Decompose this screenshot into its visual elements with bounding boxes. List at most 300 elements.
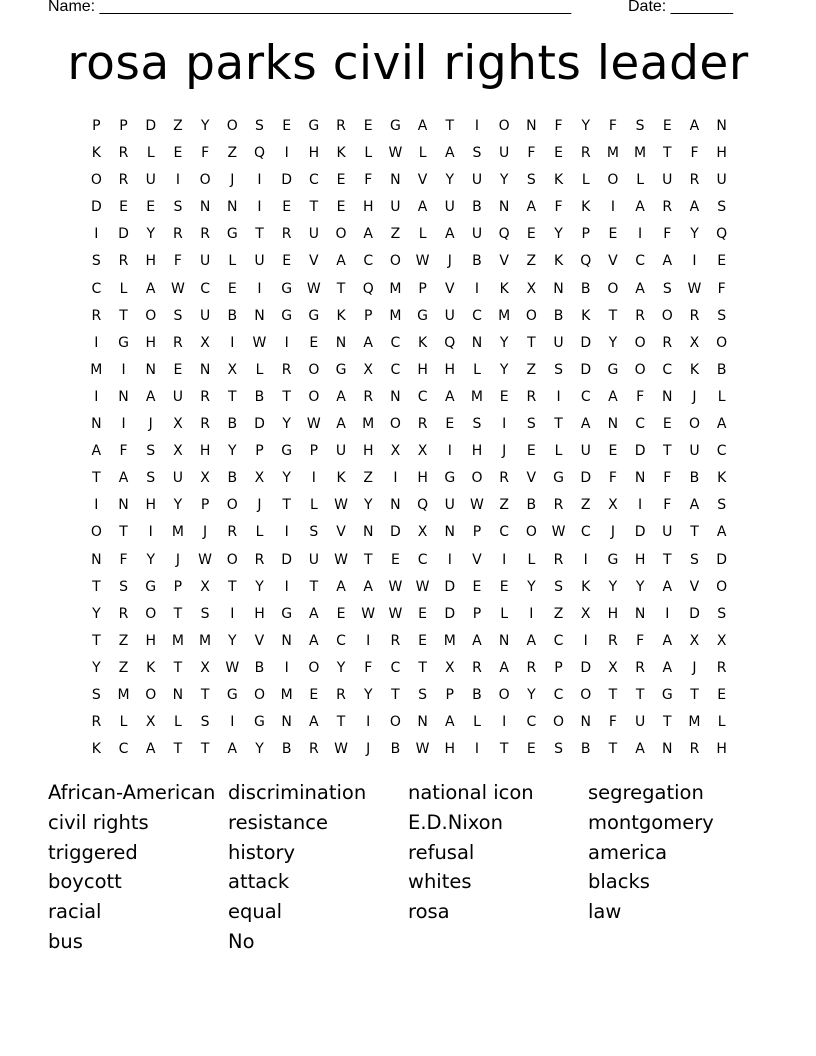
grid-letter: P	[255, 443, 265, 460]
grid-letter: W	[170, 280, 186, 297]
grid-letter: R	[336, 118, 347, 134]
grid-letter: S	[717, 497, 727, 514]
grid-letter: I	[474, 118, 480, 134]
grid-letter: C	[308, 172, 320, 189]
grid-letter: I	[257, 172, 263, 189]
grid-letter: B	[580, 741, 592, 758]
grid-letter: S	[554, 361, 564, 378]
grid-letter: V	[417, 172, 428, 189]
grid-letter: K	[581, 307, 591, 324]
grid-letter: L	[554, 443, 563, 460]
grid-letter: W	[388, 145, 403, 162]
grid-letter: F	[364, 172, 373, 189]
grid-letter: T	[200, 686, 210, 703]
grid-letter: R	[553, 551, 564, 568]
grid-letter: M	[280, 686, 294, 703]
grid-letter: R	[417, 416, 428, 433]
grid-letter: R	[499, 470, 510, 487]
grid-letter: T	[663, 145, 673, 162]
grid-letter: K	[499, 280, 510, 297]
grid-letter: O	[607, 172, 619, 189]
grid-letter: U	[634, 714, 646, 731]
grid-letter: N	[417, 714, 429, 731]
grid-letter: O	[389, 714, 402, 731]
grid-letter: I	[583, 551, 589, 568]
grid-letter: R	[200, 226, 211, 243]
grid-letter: A	[526, 199, 537, 216]
grid-letter: Y	[554, 226, 564, 243]
grid-letter: C	[580, 524, 592, 541]
grid-letter: U	[716, 172, 728, 189]
grid-letter: M	[362, 416, 375, 433]
grid-letter: G	[553, 470, 565, 487]
grid-letter: H	[634, 551, 646, 568]
grid-letter: G	[145, 578, 157, 595]
grid-letter: Y	[282, 416, 292, 433]
grid-letter: R	[118, 172, 129, 189]
grid-letter: X	[254, 470, 265, 487]
grid-letter: S	[173, 307, 183, 324]
grid-letter: D	[145, 118, 157, 134]
grid-letter: S	[418, 686, 428, 703]
grid-letter: C	[118, 741, 129, 758]
grid-letter: T	[282, 388, 292, 405]
grid-letter: P	[200, 497, 210, 514]
grid-letter: Z	[499, 497, 510, 514]
grid-letter: K	[91, 145, 102, 162]
grid-letter: T	[92, 632, 102, 649]
grid-letter: D	[281, 172, 293, 189]
word-bank-item: E.D.Nixon	[408, 810, 503, 834]
grid-letter: W	[687, 280, 702, 297]
grid-letter: H	[145, 334, 157, 351]
grid-letter: T	[690, 524, 700, 541]
grid-letter: O	[226, 118, 239, 134]
grid-letter: W	[225, 659, 240, 676]
grid-letter: H	[145, 632, 157, 649]
grid-letter: A	[635, 741, 646, 758]
grid-letter: C	[553, 686, 564, 703]
grid-letter: B	[472, 253, 483, 270]
grid-letter: X	[200, 470, 211, 487]
grid-letter: A	[635, 280, 646, 297]
grid-letter: G	[335, 361, 347, 378]
grid-letter: I	[474, 280, 480, 297]
grid-letter: S	[91, 686, 102, 703]
grid-letter: G	[226, 686, 239, 703]
grid-letter: D	[580, 659, 592, 676]
word-bank-item: montgomery	[588, 810, 714, 834]
grid-letter: F	[554, 118, 564, 134]
grid-letter: R	[91, 714, 102, 731]
grid-letter: M	[606, 145, 620, 162]
grid-letter: T	[363, 551, 373, 568]
grid-letter: Y	[499, 361, 509, 378]
grid-letter: O	[335, 226, 348, 243]
grid-letter: B	[716, 361, 727, 378]
grid-letter: A	[309, 605, 320, 622]
grid-letter: I	[284, 659, 290, 676]
grid-letter: R	[254, 551, 265, 568]
grid-letter: A	[309, 714, 320, 731]
grid-letter: C	[472, 307, 483, 324]
grid-letter: I	[94, 388, 99, 405]
grid-letter: X	[689, 334, 700, 351]
grid-letter: L	[581, 172, 591, 189]
grid-letter: S	[554, 578, 564, 595]
grid-letter: I	[638, 497, 643, 514]
grid-letter: M	[199, 632, 212, 649]
grid-letter: F	[717, 280, 727, 297]
grid-letter: I	[447, 443, 453, 460]
grid-letter: E	[526, 226, 537, 243]
grid-letter: F	[663, 226, 672, 243]
grid-letter: T	[445, 118, 455, 134]
grid-letter: Y	[146, 551, 156, 568]
grid-letter: I	[665, 605, 670, 622]
grid-letter: T	[663, 551, 673, 568]
grid-letter: H	[471, 443, 483, 460]
grid-letter: F	[690, 145, 699, 162]
grid-letter: L	[309, 497, 319, 514]
grid-letter: S	[526, 416, 537, 433]
grid-letter: E	[282, 118, 292, 134]
grid-letter: X	[145, 714, 157, 731]
grid-letter: I	[284, 578, 290, 595]
grid-letter: N	[281, 714, 293, 731]
grid-letter: B	[472, 199, 483, 216]
grid-letter: X	[200, 334, 211, 351]
grid-letter: F	[554, 199, 564, 216]
grid-letter: Z	[526, 361, 537, 378]
grid-letter: L	[255, 361, 264, 378]
grid-letter: A	[580, 416, 591, 433]
grid-letter: L	[527, 551, 536, 568]
grid-letter: N	[390, 388, 402, 405]
grid-letter: X	[608, 497, 619, 514]
grid-letter: C	[580, 388, 592, 405]
word-bank-item: racial	[48, 900, 102, 924]
grid-letter: I	[529, 605, 534, 622]
grid-letter: S	[146, 443, 156, 460]
grid-letter: I	[366, 714, 371, 731]
grid-letter: I	[366, 632, 371, 649]
grid-letter: N	[362, 524, 374, 541]
grid-letter: A	[145, 741, 156, 758]
grid-letter: G	[607, 361, 619, 378]
grid-letter: J	[148, 416, 154, 433]
grid-letter: A	[635, 199, 646, 216]
grid-letter: A	[309, 632, 320, 649]
grid-letter: W	[334, 741, 349, 758]
grid-letter: G	[607, 551, 619, 568]
grid-letter: W	[415, 253, 431, 270]
grid-letter: L	[364, 145, 373, 162]
grid-letter: B	[526, 497, 537, 514]
grid-letter: H	[444, 741, 456, 758]
grid-letter: G	[281, 307, 293, 324]
grid-letter: P	[472, 605, 482, 622]
grid-letter: B	[390, 741, 401, 758]
grid-letter: A	[689, 118, 700, 134]
grid-letter: D	[118, 226, 130, 243]
grid-letter: N	[444, 524, 456, 541]
grid-letter: E	[173, 361, 183, 378]
grid-letter: M	[389, 307, 402, 324]
grid-letter: R	[281, 226, 293, 243]
grid-letter: Y	[92, 605, 102, 622]
grid-letter: Y	[499, 172, 509, 189]
grid-letter: E	[282, 253, 292, 270]
grid-letter: D	[281, 551, 293, 568]
grid-letter: S	[255, 118, 265, 134]
grid-letter: R	[118, 605, 129, 622]
grid-letter: R	[308, 741, 320, 758]
grid-letter: W	[306, 280, 322, 297]
grid-letter: D	[716, 551, 728, 568]
grid-letter: E	[309, 334, 319, 351]
grid-letter: U	[254, 253, 266, 270]
grid-letter: O	[525, 307, 538, 324]
word-bank-item: equal	[228, 900, 283, 924]
grid-letter: S	[200, 605, 211, 622]
grid-letter: U	[199, 307, 211, 324]
grid-letter: A	[662, 253, 673, 270]
grid-letter: I	[94, 497, 99, 514]
grid-letter: F	[119, 443, 129, 460]
grid-letter: G	[281, 443, 293, 460]
word-bank-item: African-American	[48, 781, 216, 804]
grid-letter: M	[634, 145, 647, 162]
grid-letter: I	[393, 470, 398, 487]
grid-letter: C	[553, 632, 564, 649]
grid-letter: X	[580, 605, 592, 622]
grid-letter: O	[145, 686, 157, 703]
grid-letter: Z	[173, 118, 184, 134]
grid-letter: Y	[336, 659, 346, 676]
grid-letter: V	[254, 632, 265, 649]
grid-letter: N	[716, 118, 728, 134]
grid-letter: N	[199, 199, 211, 216]
grid-letter: J	[230, 172, 235, 189]
grid-letter: W	[551, 524, 566, 541]
grid-letter: A	[145, 388, 156, 405]
grid-letter: O	[553, 714, 565, 731]
grid-letter: G	[308, 118, 320, 134]
grid-letter: D	[634, 443, 646, 460]
grid-letter: M	[470, 388, 484, 405]
grid-letter: Y	[608, 334, 618, 351]
grid-letter: C	[390, 361, 401, 378]
grid-letter: A	[336, 578, 347, 595]
grid-letter: X	[716, 632, 727, 649]
grid-letter: Y	[527, 578, 537, 595]
grid-letter: K	[581, 199, 591, 216]
grid-letter: T	[663, 714, 673, 731]
grid-letter: E	[336, 199, 346, 216]
grid-letter: C	[716, 443, 728, 460]
grid-letter: W	[198, 551, 213, 568]
grid-letter: F	[663, 497, 672, 514]
grid-letter: Y	[200, 118, 210, 134]
grid-letter: W	[388, 578, 403, 595]
grid-letter: P	[119, 118, 129, 134]
grid-letter: U	[444, 497, 456, 514]
grid-letter: O	[716, 334, 728, 351]
grid-letter: O	[607, 280, 619, 297]
grid-letter: O	[308, 388, 320, 405]
grid-letter: E	[499, 388, 510, 405]
grid-letter: W	[334, 497, 349, 514]
grid-letter: K	[717, 470, 727, 487]
grid-letter: E	[363, 118, 374, 134]
grid-letter: X	[200, 578, 211, 595]
grid-letter: U	[172, 388, 184, 405]
grid-letter: J	[610, 524, 616, 541]
grid-letter: N	[607, 416, 619, 433]
grid-letter: B	[553, 307, 564, 324]
grid-letter: S	[119, 578, 129, 595]
grid-letter: L	[418, 145, 427, 162]
grid-letter: B	[254, 659, 265, 676]
grid-letter: E	[526, 741, 537, 758]
grid-letter: Y	[255, 578, 265, 595]
word-bank-item: civil rights	[48, 810, 149, 834]
grid-letter: R	[553, 497, 564, 514]
grid-letter: X	[200, 659, 211, 676]
grid-letter: O	[498, 686, 511, 703]
word-bank-item: blacks	[588, 870, 650, 894]
grid-letter: N	[390, 497, 402, 514]
grid-letter: N	[553, 280, 565, 297]
grid-letter: T	[608, 741, 618, 758]
grid-letter: E	[662, 118, 673, 134]
grid-letter: L	[228, 253, 237, 270]
word-search-grid	[83, 113, 743, 763]
grid-letter: Y	[635, 578, 645, 595]
grid-letter: F	[663, 470, 672, 487]
grid-letter: M	[171, 524, 185, 541]
grid-letter: A	[444, 145, 456, 162]
grid-letter: R	[173, 226, 184, 243]
grid-letter: Z	[118, 659, 129, 676]
grid-letter: K	[553, 253, 564, 270]
grid-letter: U	[335, 443, 347, 460]
grid-letter: N	[254, 307, 266, 324]
grid-letter: K	[336, 470, 347, 487]
grid-letter: L	[174, 714, 183, 731]
grid-letter: I	[502, 416, 507, 433]
grid-letter: Q	[417, 497, 429, 514]
grid-letter: A	[363, 578, 374, 595]
grid-letter: N	[281, 632, 293, 649]
grid-letter: L	[717, 388, 727, 405]
grid-letter: E	[146, 199, 156, 216]
grid-letter: M	[688, 714, 702, 731]
grid-letter: E	[418, 605, 428, 622]
grid-letter: E	[336, 605, 346, 622]
grid-letter: X	[417, 524, 428, 541]
word-bank-item: attack	[228, 870, 290, 894]
grid-letter: O	[661, 307, 674, 324]
grid-letter: S	[662, 280, 673, 297]
grid-letter: R	[662, 334, 673, 351]
grid-letter: C	[635, 253, 646, 270]
grid-letter: W	[334, 551, 349, 568]
grid-letter: P	[418, 280, 428, 297]
grid-letter: B	[227, 416, 238, 433]
grid-letter: J	[692, 388, 698, 405]
grid-letter: T	[608, 307, 618, 324]
grid-letter: E	[472, 578, 482, 595]
grid-letter: E	[554, 145, 564, 162]
grid-letter: O	[145, 307, 157, 324]
grid-letter: A	[716, 524, 727, 541]
grid-letter: Y	[146, 226, 156, 243]
grid-letter: H	[362, 443, 374, 460]
grid-letter: N	[335, 334, 347, 351]
grid-letter: Z	[390, 226, 401, 243]
grid-letter: S	[173, 199, 183, 216]
grid-letter: H	[716, 741, 728, 758]
grid-letter: B	[472, 686, 483, 703]
date-field-label: Date: _______	[628, 0, 733, 15]
grid-letter: C	[200, 280, 211, 297]
grid-letter: T	[92, 470, 102, 487]
grid-letter: R	[580, 145, 592, 162]
word-bank-item: refusal	[408, 840, 475, 864]
grid-letter: A	[227, 741, 238, 758]
grid-letter: F	[119, 551, 129, 568]
grid-letter: F	[173, 253, 183, 270]
grid-letter: T	[119, 524, 129, 541]
grid-letter: I	[583, 632, 589, 649]
grid-letter: S	[309, 524, 319, 541]
grid-letter: G	[417, 307, 429, 324]
grid-letter: G	[308, 307, 320, 324]
grid-letter: X	[173, 416, 184, 433]
grid-letter: E	[499, 578, 510, 595]
grid-letter: T	[554, 416, 564, 433]
grid-letter: T	[173, 741, 183, 758]
grid-letter: T	[309, 578, 319, 595]
grid-letter: G	[444, 470, 456, 487]
header	[48, 0, 748, 20]
grid-letter: J	[502, 443, 507, 460]
grid-letter: O	[634, 334, 647, 351]
grid-letter: V	[309, 253, 320, 270]
grid-letter: R	[118, 253, 129, 270]
grid-letter: N	[498, 199, 510, 216]
grid-letter: A	[444, 714, 456, 731]
grid-letter: N	[526, 118, 538, 134]
grid-letter: U	[499, 145, 510, 162]
grid-letter: T	[173, 605, 183, 622]
grid-letter: A	[363, 226, 374, 243]
grid-letter: L	[119, 714, 128, 731]
grid-letter: I	[257, 199, 263, 216]
grid-letter: Y	[690, 226, 700, 243]
grid-letter: G	[254, 714, 266, 731]
grid-letter: E	[309, 686, 319, 703]
word-bank-item: boycott	[48, 870, 122, 894]
grid-letter: S	[146, 470, 156, 487]
grid-letter: R	[526, 388, 537, 405]
grid-letter: X	[227, 361, 238, 378]
grid-letter: T	[228, 578, 238, 595]
grid-letter: C	[390, 659, 401, 676]
grid-letter: A	[444, 388, 456, 405]
